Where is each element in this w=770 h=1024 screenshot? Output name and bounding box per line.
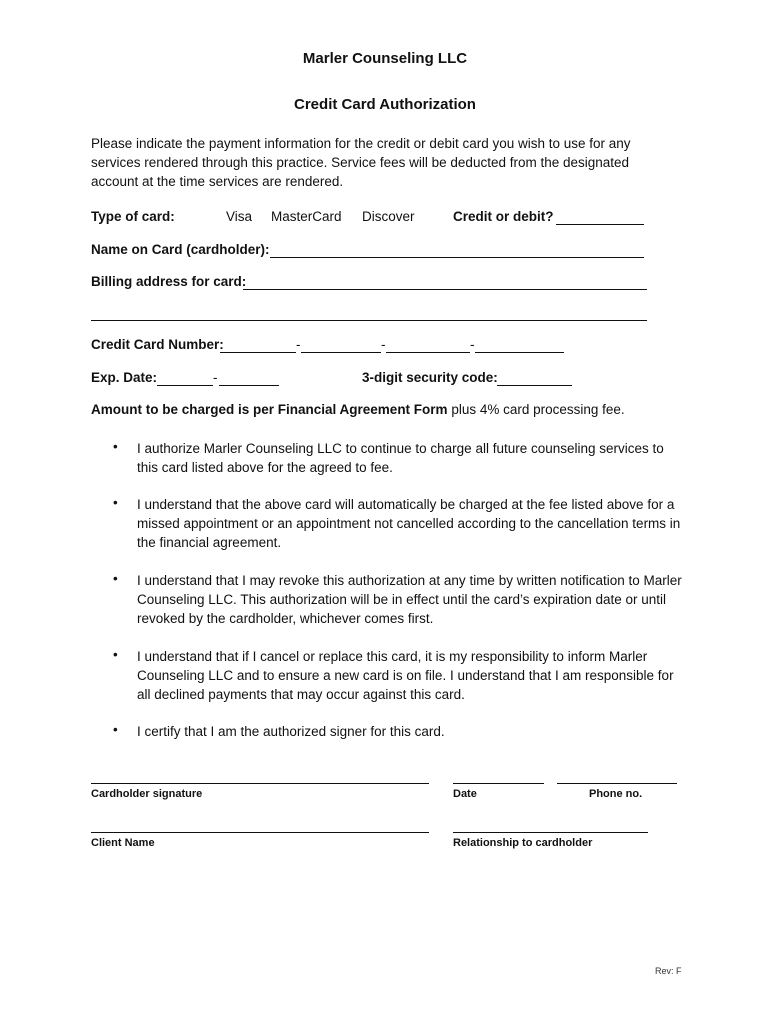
bullet-marker: • <box>113 571 118 586</box>
billing-address-label: Billing address for card: <box>91 274 247 289</box>
bullet-marker: • <box>113 647 118 662</box>
client-name-label: Client Name <box>91 837 155 849</box>
revision-label: Rev: F <box>655 966 682 976</box>
bullet-marker: • <box>113 495 118 510</box>
security-code-label: 3-digit security code: <box>362 370 498 385</box>
card-number-field-4[interactable] <box>475 352 564 353</box>
card-number-dash-3: - <box>470 337 475 352</box>
card-number-label: Credit Card Number: <box>91 337 224 352</box>
cardholder-signature-label: Cardholder signature <box>91 788 203 800</box>
card-number-field-1[interactable] <box>220 352 296 353</box>
card-option-mastercard[interactable]: MasterCard <box>271 209 342 224</box>
card-number-field-2[interactable] <box>301 352 381 353</box>
relationship-label: Relationship to cardholder <box>453 837 593 849</box>
form-title: Credit Card Authorization <box>294 96 476 113</box>
phone-label: Phone no. <box>589 788 643 800</box>
card-type-label: Type of card: <box>91 209 175 224</box>
billing-address-field-2[interactable] <box>91 320 647 321</box>
date-field[interactable] <box>453 783 544 784</box>
phone-field[interactable] <box>557 783 677 784</box>
card-option-visa[interactable]: Visa <box>226 209 253 224</box>
bullet-marker: • <box>113 439 118 454</box>
bullet-item-4: I understand that if I cancel or replace this card, it is my responsibility to inform Marler Counseling LLC and to ensure a new card is on file. I understand that I am responsible for all declined payments that may occur against this card. <box>137 649 674 702</box>
name-on-card-field[interactable] <box>270 257 644 258</box>
amount-bold-text: Amount to be charged is per Financial Agreement Form <box>91 402 448 417</box>
amount-statement <box>91 402 625 417</box>
card-option-discover[interactable]: Discover <box>362 209 415 224</box>
company-name: Marler Counseling LLC <box>302 50 468 67</box>
security-code-field[interactable] <box>497 385 572 386</box>
intro-paragraph: Please indicate the payment information for the credit or debit card you wish to use for any services rendered through this practice. Service fees will be deducted from the designated account at the time services are rendered. <box>91 136 631 189</box>
exp-year-field[interactable] <box>219 385 279 386</box>
name-on-card-label: Name on Card (cardholder): <box>91 242 270 257</box>
exp-month-field[interactable] <box>157 385 213 386</box>
bullet-item-5: I certify that I am the authorized signer for this card. <box>137 724 445 739</box>
credit-debit-field[interactable] <box>556 224 644 225</box>
client-name-field[interactable] <box>91 832 429 833</box>
exp-date-label: Exp. Date: <box>91 370 158 385</box>
card-number-field-3[interactable] <box>386 352 470 353</box>
credit-debit-label: Credit or debit? <box>453 209 554 224</box>
bullet-marker: • <box>113 722 118 737</box>
card-number-dash-1: - <box>296 337 301 352</box>
billing-address-field-1[interactable] <box>243 289 647 290</box>
bullet-item-3: I understand that I may revoke this authorization at any time by written notification to Marler Counseling LLC. This authorization will be in effect until the card’s expiration date or until revoked by the cardholder, whichever comes first. <box>137 573 682 626</box>
cardholder-signature-field[interactable] <box>91 783 429 784</box>
date-label: Date <box>453 788 477 800</box>
card-number-dash-2: - <box>381 337 386 352</box>
relationship-field[interactable] <box>453 832 648 833</box>
bullet-item-2: I understand that the above card will automatically be charged at the fee listed above for a missed appointment or an appointment not cancelled according to the cancellation terms in the financial agreement. <box>137 497 681 550</box>
exp-date-dash: - <box>213 370 218 385</box>
bullet-item-1: I authorize Marler Counseling LLC to continue to charge all future counseling services to this card listed above for the agreed to fee. <box>137 441 664 475</box>
amount-rest-text: plus 4% card processing fee. <box>447 402 625 417</box>
